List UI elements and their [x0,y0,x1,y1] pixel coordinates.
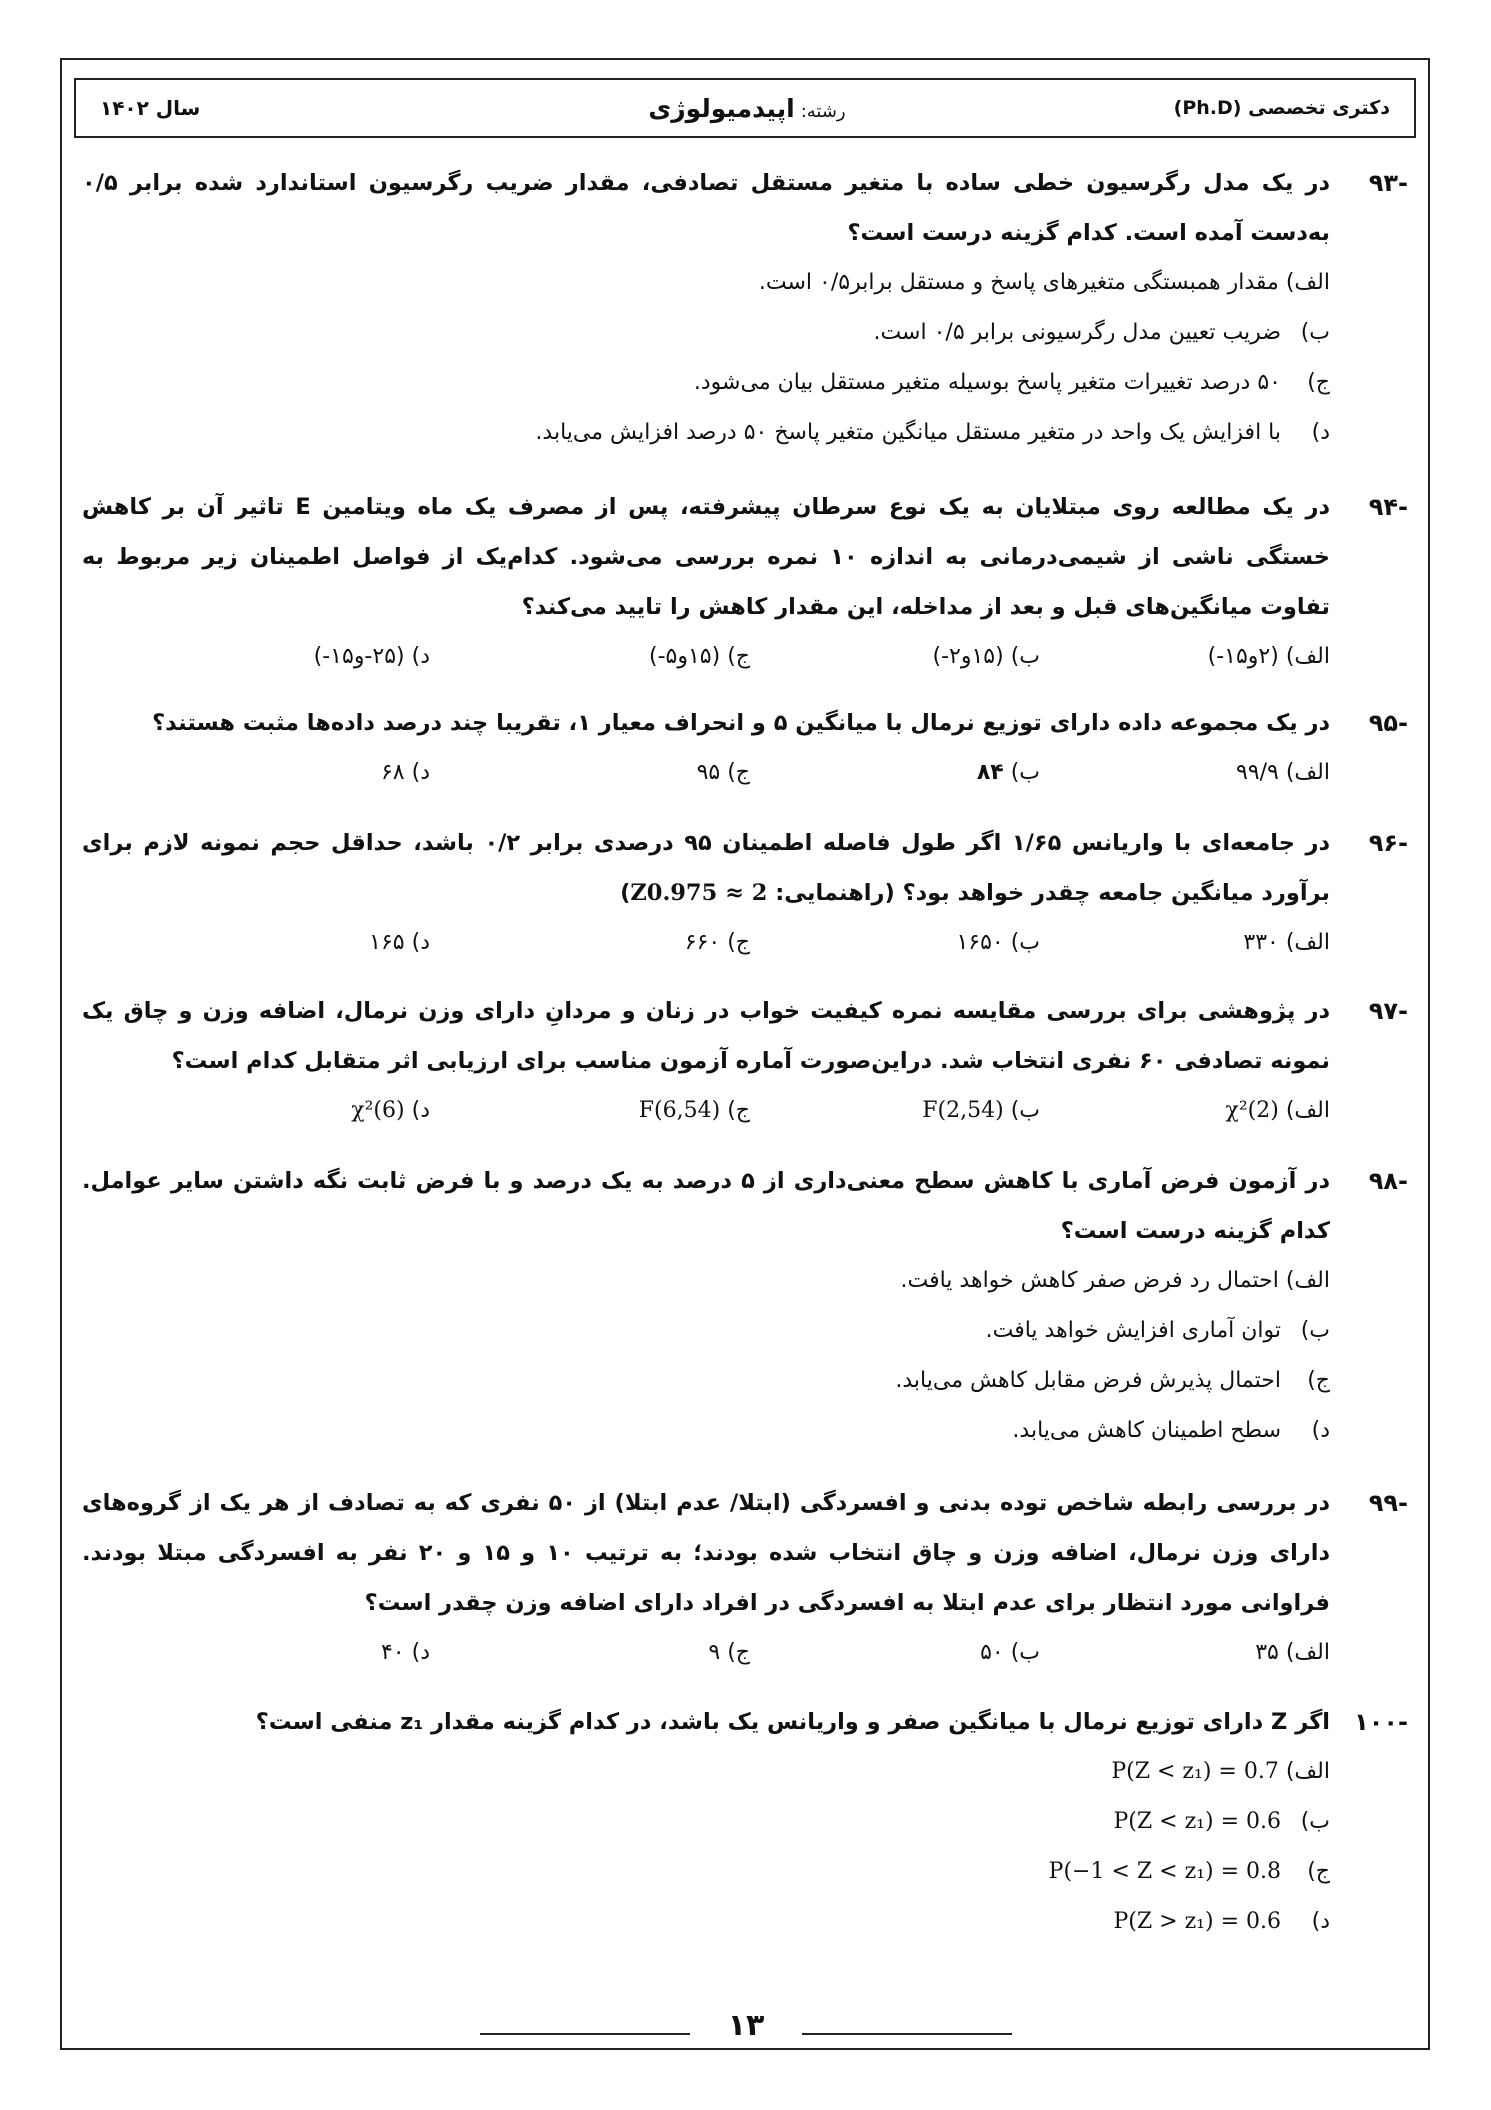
question-95 [82,698,1408,798]
question-text: در یک مجموعه داده دارای توزیع نرمال با میانگین ۵ و انحراف معیار ۱، تقریبا چند درصد داده‌ها مثبت هستند؟ [152,710,1330,736]
options-list [82,1256,1330,1456]
option-text: ۳۳۰ [1243,930,1279,955]
option-text: (۲۵-و۱۵-) [313,644,405,669]
option-d[interactable] [82,1897,1330,1947]
option-a[interactable] [82,1256,1330,1306]
option-label: ب) [1010,760,1040,785]
question-number: -۹۷ [1368,997,1408,1025]
option-label: ج) [727,644,750,669]
option-label: ج) [727,760,750,785]
option-text: P(Z < z₁) = 0.7 [1111,1759,1279,1784]
option-text: ۳۵ [1255,1640,1279,1665]
option-b[interactable] [932,632,1040,682]
question-text: در پژوهشی برای بررسی مقایسه نمره کیفیت خواب در زنان و مردانِ دارای وزن نرمال، اضافه وزن و چاق یک نمونه تصادفی ۶۰ نفری انتخاب شد. دراین‌صورت آماره آزمون مناسب برای ارزیابی اثر متقابل کدام است؟ [82,998,1330,1074]
option-b[interactable] [82,1797,1330,1847]
question-100 [82,1697,1408,1947]
question-number: -۱۰۰ [1354,1708,1408,1736]
option-c[interactable] [82,1356,1330,1406]
option-label: ب) [1300,1809,1330,1834]
option-text: ضریب تعیین مدل رگرسیونی برابر ۰/۵ است. [873,320,1281,345]
option-text: سطح اطمینان کاهش می‌یابد. [1012,1418,1281,1443]
question-number: -۹۸ [1368,1167,1408,1195]
options-list [82,258,1330,458]
option-text: (۱۵و۵-) [648,644,721,669]
option-label: ب) [1300,320,1330,345]
option-d[interactable] [314,632,430,682]
option-d[interactable] [369,918,430,968]
question-text: در جامعه‌ای با واریانس ۱/۶۵ اگر طول فاصله اطمینان ۹۵ درصدی برابر ۰/۲ باشد، حداقل حجم نمونه لازم برای برآورد میانگین جامعه چقدر خواهد بود؟ (راهنمایی: Z0.975 ≈ 2) [82,818,1330,918]
option-text: ۶۶۰ [684,930,721,955]
option-c[interactable] [82,358,1330,408]
field-label: رشته: [800,100,846,122]
option-label: ب) [1010,644,1040,669]
question-body: در جامعه‌ای با واریانس ۱/۶۵ اگر طول فاصله اطمینان ۹۵ درصدی برابر ۰/۲ باشد، حداقل حجم نمونه لازم برای برآورد میانگین جامعه چقدر خواهد بود؟ (راهنمایی: [82,830,1331,906]
option-text: احتمال رد فرض صفر کاهش خواهد یافت. [900,1268,1279,1293]
footer-rule-left [480,2033,690,2035]
option-d[interactable] [82,1406,1330,1456]
question-97 [82,986,1408,1136]
option-text: ۹۹/۹ [1235,760,1279,785]
question-text: اگر Z دارای توزیع نرمال با میانگین صفر و واریانس یک باشد، در کدام گزینه مقدار z₁ منفی است؟ [255,1709,1330,1735]
option-d[interactable] [381,1628,430,1678]
option-text: ۱۶۵۰ [956,930,1004,955]
option-label: ج) [1307,370,1330,395]
option-text: χ²(6) [351,1098,405,1123]
exam-header [74,78,1416,138]
option-text: F(2,54) [922,1098,1004,1123]
option-a[interactable] [1255,1628,1330,1678]
question-text: در آزمون فرض آماری با کاهش سطح معنی‌داری از ۵ درصد به یک درصد و با فرض ثابت نگه داشتن سایر عوامل. کدام گزینه درست است؟ [82,1168,1330,1244]
option-a[interactable] [1208,632,1330,682]
option-a[interactable] [82,258,1330,308]
option-text: ۹ [708,1640,721,1665]
option-label: ب) [1010,1098,1040,1123]
option-a[interactable] [1226,1086,1331,1136]
option-d[interactable] [381,748,430,798]
option-text: ۹۵ [696,760,721,785]
option-b[interactable] [82,1306,1330,1356]
option-label: د) [411,1098,430,1123]
option-d[interactable] [82,408,1330,458]
option-c[interactable] [697,748,750,798]
option-text: توان آماری افزایش خواهد یافت. [985,1318,1281,1343]
option-label: ب) [1010,930,1040,955]
option-label: الف) [1285,270,1330,295]
option-label: الف) [1285,760,1330,785]
options-list [82,1747,1330,1947]
field-info [648,94,845,123]
option-label: د) [1311,1909,1330,1934]
option-text: ۶۸ [380,760,405,785]
option-c[interactable] [639,1086,750,1136]
exam-level: دکتری تخصصی (Ph.D) [1173,97,1390,119]
option-label: الف) [1285,1098,1330,1123]
question-99 [82,1478,1408,1678]
footer-rule-right [802,2033,1012,2035]
option-label: د) [411,1640,430,1665]
question-text: در یک مدل رگرسیون خطی ساده با متغیر مستقل تصادفی، مقدار ضریب رگرسیون استاندارد شده برابر ۰/۵ به‌دست آمده است. کدام گزینه درست است؟ [82,170,1330,246]
options-row [82,632,1330,682]
options-row [82,918,1330,968]
option-label: د) [411,930,430,955]
option-b[interactable] [980,1628,1040,1678]
option-c[interactable] [649,632,750,682]
option-label: الف) [1285,1268,1330,1293]
question-text: در بررسی رابطه شاخص توده بدنی و افسردگی (ابتلا/ عدم ابتلا) از ۵۰ نفری که به تصادف از هر یک از گروه‌های دارای وزن نرمال، اضافه وزن و چاق انتخاب شده بودند؛ به ترتیب ۱۰ و ۱۵ و ۲۰ نفر به افسردگی مبتلا بودند. فراوانی مورد انتظار برای عدم ابتلا به افسردگی در افراد دارای اضافه وزن چقدر است؟ [82,1490,1331,1616]
option-text: P(Z > z₁) = 0.6 [1113,1909,1281,1934]
option-text: P(Z < z₁) = 0.6 [1113,1809,1281,1834]
option-label: د) [411,644,430,669]
option-label: ج) [1307,1859,1330,1884]
option-label: ج) [727,930,750,955]
options-row [82,1628,1330,1678]
page-number: ۱۳ [700,2008,792,2043]
question-number: -۹۴ [1368,493,1408,521]
option-d[interactable] [351,1086,430,1136]
option-text: (۲و۱۵-) [1207,644,1279,669]
option-label: الف) [1285,1640,1330,1665]
option-label: د) [1311,1418,1330,1443]
option-label: ج) [1307,1368,1330,1393]
option-text: P(−1 < Z < z₁) = 0.8 [1048,1859,1281,1884]
options-row [82,1086,1330,1136]
question-number: -۹۶ [1368,829,1408,857]
question-98 [82,1156,1408,1456]
question-number: -۹۵ [1368,709,1408,737]
option-text: احتمال پذیرش فرض مقابل کاهش می‌یابد. [895,1368,1281,1393]
question-number: -۹۹ [1368,1489,1408,1517]
option-text: F(6,54) [638,1098,721,1123]
option-text: با افزایش یک واحد در متغیر مستقل میانگین متغیر پاسخ ۵۰ درصد افزایش می‌یابد. [535,420,1281,445]
option-label: ج) [727,1098,750,1123]
options-row [82,748,1330,798]
option-text: ۴۰ [380,1640,405,1665]
option-label: الف) [1285,1759,1330,1784]
option-c[interactable] [708,1628,750,1678]
option-a[interactable] [82,1747,1330,1797]
option-label: ج) [727,1640,750,1665]
option-a[interactable] [1243,918,1330,968]
option-a[interactable] [1236,748,1330,798]
option-text: ۸۴ [976,760,1004,785]
option-c[interactable] [685,918,750,968]
question-96 [82,818,1408,968]
option-label: الف) [1285,644,1330,669]
question-93 [82,158,1408,458]
option-c[interactable] [82,1847,1330,1897]
option-b[interactable] [922,1086,1040,1136]
option-text: ۵۰ [980,1640,1004,1665]
option-text: مقدار همبستگی متغیرهای پاسخ و مستقل برابر۰/۵ است. [758,270,1279,295]
option-b[interactable] [82,308,1330,358]
question-text: در یک مطالعه روی مبتلایان به یک نوع سرطان پیشرفته، پس از مصرف یک ماه ویتامین E تاثیر آن بر کاهش خستگی ناشی از شیمی‌درمانی به اندازه ۱۰ نمره بررسی می‌شود. کدام‌یک از فواصل اطمینان زیر مربوط به تفاوت میانگین‌های قبل و بعد از مداخله، این مقدار کاهش را تایید می‌کند؟ [82,494,1330,620]
hint-formula: Z0.975 ≈ 2 [630,880,768,906]
option-label: ب) [1300,1318,1330,1343]
option-b[interactable] [956,918,1040,968]
question-94 [82,482,1408,682]
option-text: ۱۶۵ [369,930,405,955]
field-value: اپیدمیولوژی [648,93,795,123]
option-label: الف) [1285,930,1330,955]
option-text: ۵۰ درصد تغییرات متغیر پاسخ بوسیله متغیر مستقل بیان می‌شود. [693,370,1281,395]
option-text: χ²(2) [1225,1098,1279,1123]
option-b[interactable] [977,748,1040,798]
option-text: (۱۵و۲-) [932,644,1004,669]
question-number: -۹۳ [1368,169,1408,197]
option-label: د) [1311,420,1330,445]
option-label: ب) [1010,1640,1040,1665]
exam-year: سال ۱۴۰۲ [100,96,201,120]
option-label: د) [411,760,430,785]
